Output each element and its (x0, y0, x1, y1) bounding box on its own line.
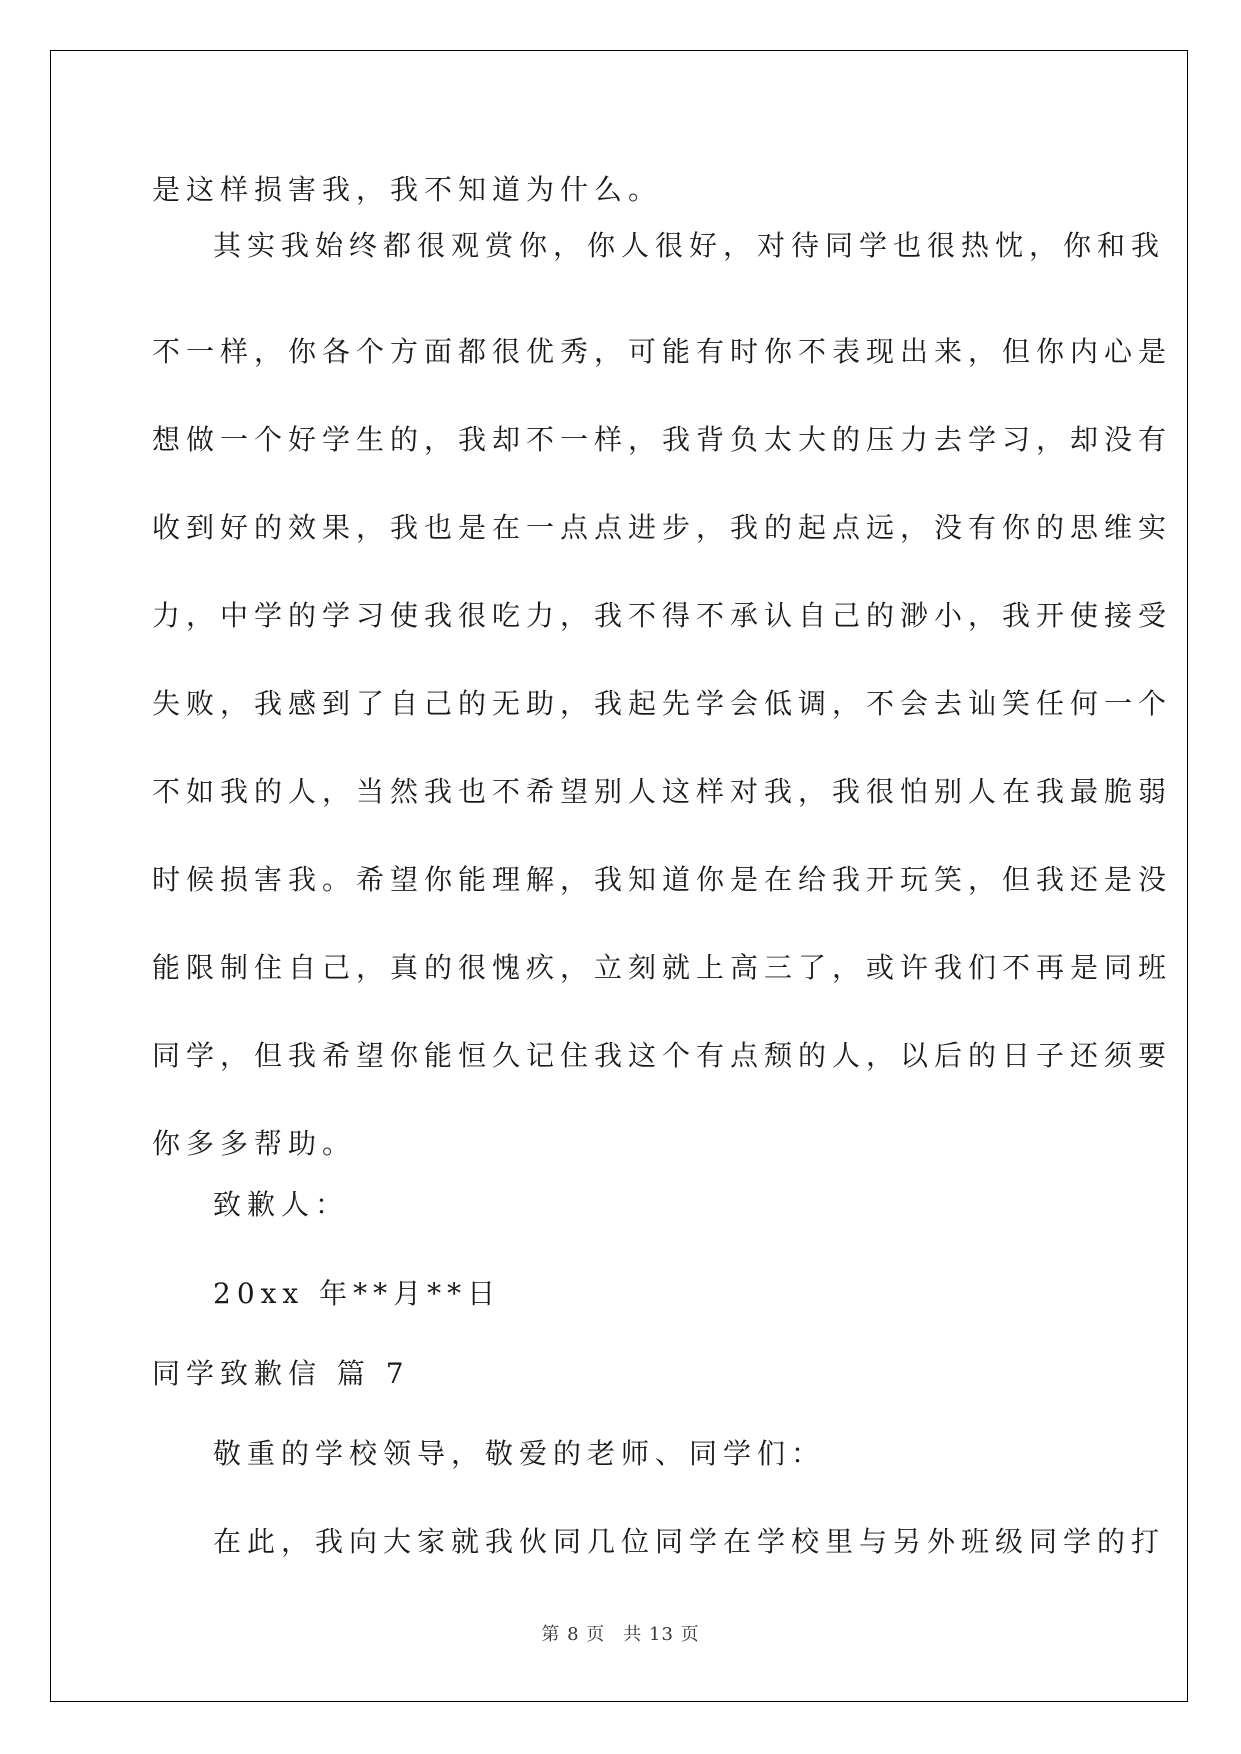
paragraph-line: 失败，我感到了自己的无助，我起先学会低调，不会去讪笑任何一个 (152, 687, 1173, 720)
paragraph-line: 是这样损害我，我不知道为什么。 (152, 173, 663, 206)
paragraph-line: 收到好的效果，我也是在一点点进步，我的起点远，没有你的思维实 (152, 511, 1173, 544)
paragraph-line: 其实我始终都很观赏你，你人很好，对待同学也很热忱，你和我 (213, 229, 1166, 262)
paragraph-line: 同学，但我希望你能恒久记住我这个有点颓的人，以后的日子还须要 (152, 1039, 1173, 1072)
date-line: 20xx 年**月**日 (213, 1277, 502, 1310)
paragraph-line: 在此，我向大家就我伙同几位同学在学校里与另外班级同学的打 (213, 1525, 1166, 1558)
paragraph-line: 时候损害我。希望你能理解，我知道你是在给我开玩笑，但我还是没 (152, 863, 1173, 896)
signature-label: 致歉人： (213, 1188, 350, 1221)
paragraph-line: 想做一个好学生的，我却不一样，我背负太大的压力去学习，却没有 (152, 423, 1173, 456)
paragraph-line: 力，中学的学习使我很吃力，我不得不承认自己的渺小，我开使接受 (152, 599, 1173, 632)
page-total: 共 13 页 (623, 1624, 700, 1645)
paragraph-line: 不如我的人，当然我也不希望别人这样对我，我很怕别人在我最脆弱 (152, 775, 1173, 808)
paragraph-line: 不一样，你各个方面都很优秀，可能有时你不表现出来，但你内心是 (152, 335, 1173, 368)
page-footer (0, 1620, 1241, 1646)
page-number: 第 8 页 (541, 1624, 606, 1645)
paragraph-line: 你多多帮助。 (152, 1127, 357, 1160)
salutation-line: 敬重的学校领导，敬爱的老师、同学们： (213, 1437, 826, 1470)
section-heading: 同学致歉信 篇 7 (152, 1357, 410, 1390)
paragraph-line: 能限制住自己，真的很愧疚，立刻就上高三了，或许我们不再是同班 (152, 951, 1173, 984)
